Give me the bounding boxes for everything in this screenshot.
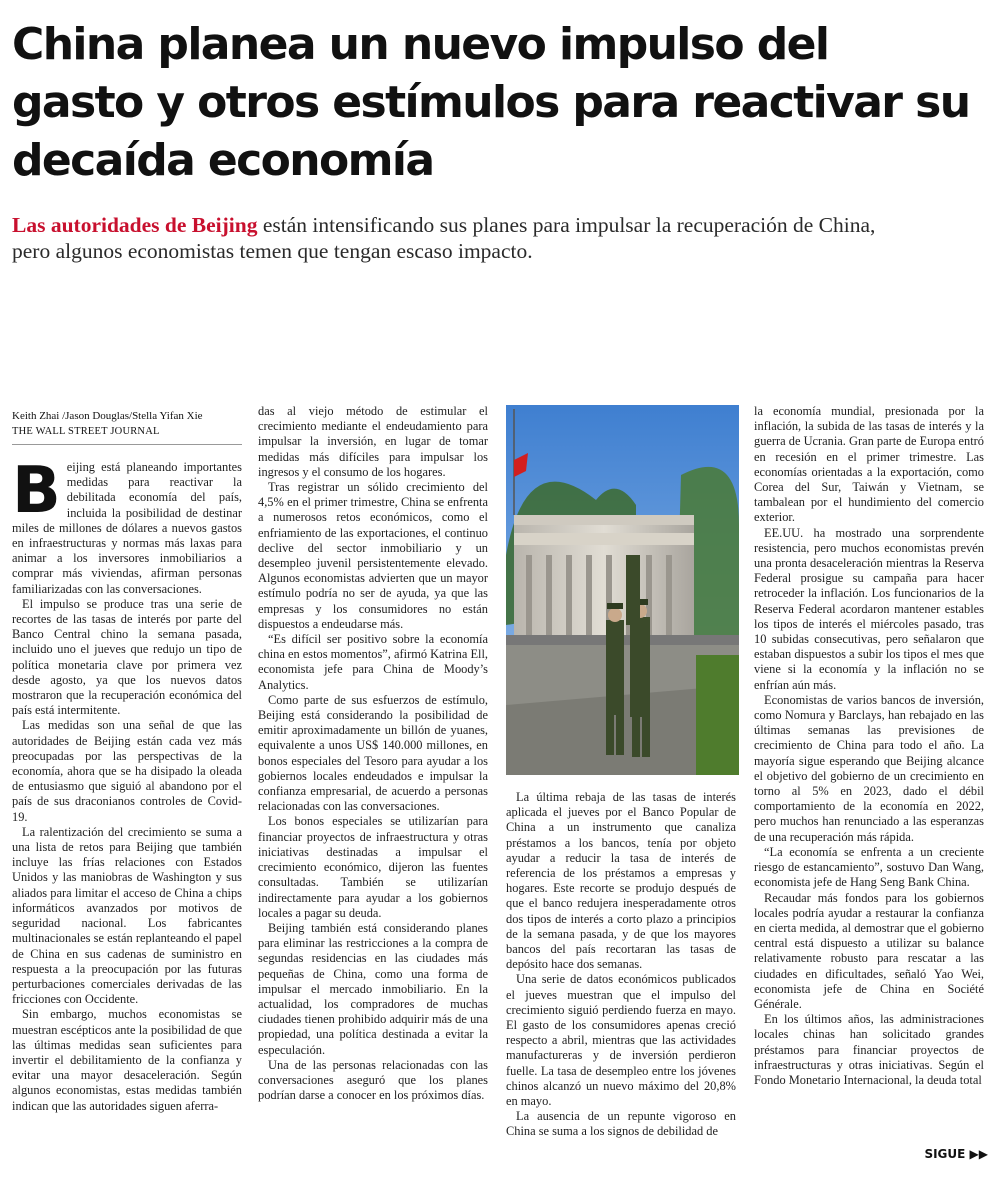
byline-divider: [12, 444, 242, 445]
headline: China planea un nuevo impulso del gasto y otros estímulos para reactivar su decaída economía: [12, 19, 970, 186]
deck: [12, 212, 892, 264]
article-paragraph: Las medidas son una señal de que las autoridades de Beijing están cada vez más preocupadas por las perspectivas de la economía, ahora que se ha disipado la oleada de entusiasmo que siguió al abandono por el país de sus draconianos controles de Covid-19.: [12, 718, 242, 824]
article-paragraph: EE.UU. ha mostrado una sorprendente resistencia, pero muchos economistas prevén una pronta desaceleración mientras la Reserva Federal prosigue su campaña para hacer retroceder la inflación. Los funcionarios de la Reserva Federal acordaron mantener estables los tipos de interés el miércoles pasado, tras 10 subidas consecutivas, pero señalaron que estaban dispuestos a subir los tipos el mes que viene si la economía y la inflación no se enfrían aún más.: [754, 525, 984, 692]
paragraph-text: eijing está planeando importantes medidas para reactivar la debilitada economía del país, incluida la posibilidad de destinar miles de millones de dólares a nuevos gastos en infraestructuras y normas más laxas para animar a los inversores inmobiliarios a comprar más viviendas, afirman personas familiarizadas con las conversaciones.: [12, 460, 242, 596]
article-photo: [506, 405, 739, 775]
article-paragraph: La última rebaja de las tasas de interés aplicada el jueves por el Banco Popular de China a un instrumento que canaliza préstamos a los bancos, tenía por objeto ayudar a reducir la tasa de interés de referencia de los préstamos a empresas y hogares. Este recorte se produjo después de que el banco redujera inesperadamente otros dos tipos de interés a corto plazo a principios de la semana pasada, y de que los mayores bancos del país recortaran las tasas de depósito hace dos semanas.: [506, 790, 736, 972]
article-column-4: [754, 404, 984, 1088]
article-paragraph: la economía mundial, presionada por la inflación, la subida de las tasas de interés y la guerra de Ucrania. Gran parte de Europa entró en recesión en el primer trimestre. Las economías orientadas a la exportación, como Corea del Sur, Taiwán y Vietnam, se tambalean por el hundimiento del comercio exterior.: [754, 404, 984, 525]
article-paragraph: Beijing también está considerando planes para eliminar las restricciones a la compra de segundas residencias en las ciudades más pequeñas de China, como una forma de impulsar el mercado inmobiliario. En la actualidad, los compradores de muchas ciudades tienen prohibido adquirir más de una propiedad, una política destinada a evitar la especulación.: [258, 920, 488, 1057]
byline: [12, 408, 242, 440]
drop-cap: B: [12, 454, 61, 528]
article-paragraph: [12, 454, 242, 597]
article-paragraph: En los últimos años, las administraciones locales chinas han solicitado grandes préstamos para financiar proyectos de infraestructuras y otras iniciativas. Según el Fondo Monetario Internacional, la deuda total: [754, 1012, 984, 1087]
article-paragraph: Una de las personas relacionadas con las conversaciones aseguró que los planes podrían darse a conocer en los próximos días.: [258, 1057, 488, 1103]
article-paragraph: das al viejo método de estimular el crecimiento mediante el endeudamiento para impulsar la inversión, en lugar de tomar medidas más difíciles para impulsar los ingresos y el consumo de los hogares.: [258, 404, 488, 479]
article-paragraph: Como parte de sus esfuerzos de estímulo, Beijing está considerando la posibilidad de emitir aproximadamente un billón de yuanes, equivalente a unos US$ 140.000 millones, en bonos especiales del Tesoro para ayudar a los gobiernos locales endeudados e impulsar la confianza empresarial, de acuerdo a personas relacionadas con las conversaciones.: [258, 692, 488, 814]
article-paragraph: “La economía se enfrenta a un creciente riesgo de estancamiento”, sostuvo Dan Wang, economista jefe de Hang Seng Bank China.: [754, 844, 984, 890]
bank-building-photo: [506, 405, 739, 775]
article-column-2: [258, 404, 488, 1103]
article-paragraph: Tras registrar un sólido crecimiento del 4,5% en el primer trimestre, China se enfrenta a numerosos retos económicos, como el enfriamiento de las exportaciones, el continuo declive del sector inmobiliario y un desempleo juvenil persistentemente elevado. Algunos economistas advierten que un mayor estímulo podría no ser de ayuda, ya que las empresas y los consumidores no están dispuestos a endeudarse más.: [258, 480, 488, 631]
byline-publication: THE WALL STREET JOURNAL: [12, 426, 160, 437]
continue-label: SIGUE ▶▶: [924, 1147, 988, 1161]
article-paragraph: Sin embargo, muchos economistas se muestran escépticos ante la posibilidad de que las últimas medidas sean suficientes para invertir el debilitamiento de la confianza y evitar una mayor desaceleración. Según algunos economistas, estas medidas también indican que las autoridades siguen aferra-: [12, 1007, 242, 1113]
article-paragraph: Economistas de varios bancos de inversión, como Nomura y Barclays, han rebajado en las últimas semanas las previsiones de crecimiento de China para todo el año. La mayoría sigue esperando que Beijing alcance el objetivo del gobierno de un crecimiento en torno al 5% en 2023, dado el débil comportamiento de la economía en 2022, pero muchos han renunciado a las esperanzas de una recuperación más rápida.: [754, 692, 984, 844]
byline-authors: Keith Zhai /Jason Douglas/Stella Yifan Xie: [12, 410, 203, 422]
article-column-1: [12, 454, 242, 1114]
deck-text: están intensificando sus planes para impulsar la recuperación de China, pero algunos economistas temen que tengan escaso impacto.: [12, 213, 876, 263]
article-paragraph: La ralentización del crecimiento se suma a una lista de retos para Beijing que también incluye las frías relaciones con Estados Unidos y las maniobras de Washington y sus aliados para limitar el acceso de China a chips informáticos avanzados por motivos de seguridad nacional. Los fabricantes multinacionales se están replanteando el papel de China en sus cadenas de suministro en respuesta a la preocupación por las futuras perturbaciones comerciales derivadas de las fricciones con Occidente.: [12, 824, 242, 1007]
article-paragraph: “Es difícil ser positivo sobre la economía china en estos momentos”, afirmó Katrina Ell, economista jefe para China de Moody’s Analytics.: [258, 632, 488, 692]
deck-lead: Las autoridades de Beijing: [12, 213, 258, 237]
article-paragraph: Una serie de datos económicos publicados el jueves muestran que el impulso del crecimiento siguió perdiendo fuerza en mayo. El gasto de los consumidores apenas creció respecto a abril, mientras que las actividades manufactureras y de inversión perdieron fuelle. La tasa de desempleo entre los jóvenes chinos alcanzó un nuevo máximo del 20,8% en mayo.: [506, 972, 736, 1109]
article-paragraph: La ausencia de un repunte vigoroso en China se suma a los signos de debilidad de: [506, 1109, 736, 1139]
article-paragraph: Recaudar más fondos para los gobiernos locales podría ayudar a restaurar la confianza en cierta medida, al demostrar que el gobierno central está dispuesto a utilizar su balance relativamente robusto para rescatar a las ciudades en dificultades, señaló Yao Wei, economista jefe de China en Société Générale.: [754, 890, 984, 1011]
article-paragraph: El impulso se produce tras una serie de recortes de las tasas de interés por parte del Banco Central chino la semana pasada, incluido uno el jueves que redujo un tipo de política monetaria clave por primera vez desde agosto, ya que los nuevos datos mostraron que la recuperación económica del país está intermitente.: [12, 596, 242, 718]
article-column-3: [506, 790, 736, 1140]
article-paragraph: Los bonos especiales se utilizarían para financiar proyectos de infraestructura y otras iniciativas destinadas a impulsar el crecimiento económico, dijeron las fuentes consultadas. También se utilizarían indirectamente para ayudar a los gobiernos locales a pagar su deuda.: [258, 814, 488, 920]
